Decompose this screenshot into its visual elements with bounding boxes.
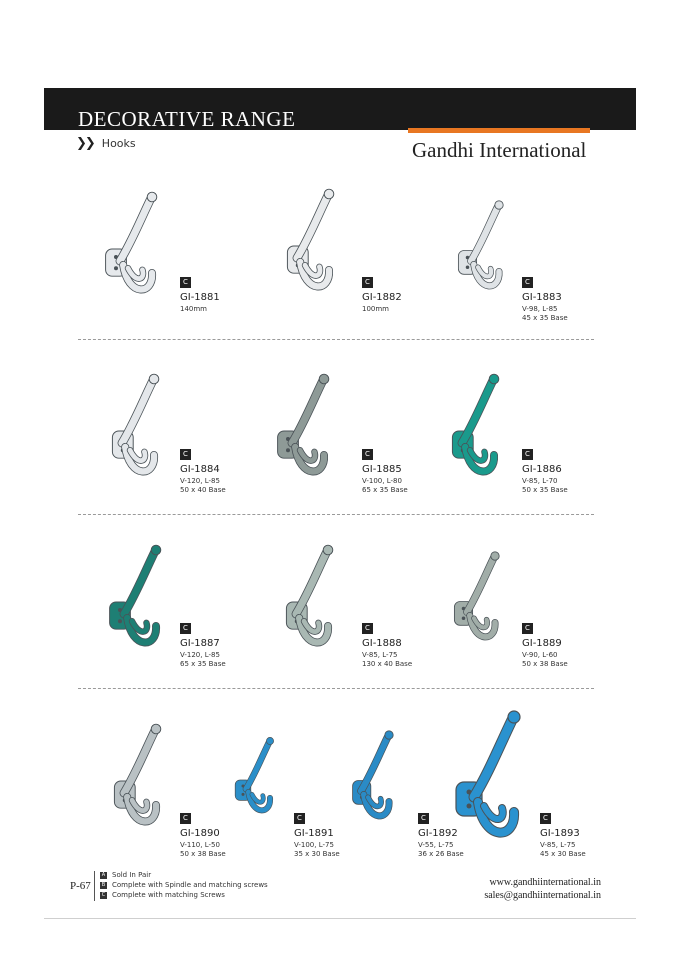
product-image <box>258 182 368 302</box>
legend-badge: A <box>101 871 106 878</box>
legend-badge: B <box>101 881 106 888</box>
product-spec: V-110, L-50 <box>180 841 220 849</box>
product-spec: 50 x 38 Base <box>180 850 226 858</box>
product-spec: 100mm <box>362 305 389 313</box>
contact-block <box>484 876 601 902</box>
email-link[interactable]: sales@gandhiinternational.in <box>484 890 601 901</box>
footer-separator <box>94 871 95 901</box>
fitting-badge: C <box>362 449 373 460</box>
product-spec: V-85, L-75 <box>540 841 576 849</box>
accent-rule <box>408 128 590 133</box>
product-image <box>96 170 176 320</box>
fitting-badge: C <box>362 277 373 288</box>
website-link[interactable]: www.gandhiinternational.in <box>489 877 601 888</box>
fitting-badge: C <box>294 813 305 824</box>
legend-badge: C <box>101 891 106 898</box>
page-number: P-67 <box>70 880 91 892</box>
hook-image <box>272 528 352 668</box>
product-spec: 50 x 35 Base <box>522 486 568 494</box>
section-heading <box>76 136 136 151</box>
page-title: DECORATIVE RANGE <box>78 107 296 131</box>
product-image <box>272 528 352 668</box>
hook-image <box>446 528 516 668</box>
product-code: GI-1888 <box>362 638 402 649</box>
row-divider <box>78 339 594 340</box>
hook-image <box>98 352 178 502</box>
product-code: GI-1881 <box>180 292 220 303</box>
product-spec: V-90, L-60 <box>522 651 558 659</box>
product-code: GI-1890 <box>180 828 220 839</box>
legend-item <box>100 890 268 900</box>
fitting-badge: C <box>180 449 191 460</box>
product-code: GI-1892 <box>418 828 458 839</box>
fitting-badge: C <box>362 623 373 634</box>
product-spec: V-85, L-75 <box>362 651 398 659</box>
product-code: GI-1887 <box>180 638 220 649</box>
fitting-badge: C <box>522 623 533 634</box>
product-spec: 50 x 38 Base <box>522 660 568 668</box>
product-code: GI-1882 <box>362 292 402 303</box>
hook-image <box>258 182 368 302</box>
product-image <box>100 528 180 668</box>
product-spec: V-120, L-85 <box>180 477 220 485</box>
legend-item <box>100 880 268 890</box>
product-image <box>340 702 410 852</box>
product-code: GI-1885 <box>362 464 402 475</box>
row-divider <box>78 688 594 689</box>
product-code: GI-1893 <box>540 828 580 839</box>
section-label: Hooks <box>101 137 136 150</box>
fitting-badge: C <box>522 277 533 288</box>
product-code: GI-1886 <box>522 464 562 475</box>
hook-image <box>228 702 288 852</box>
product-spec: V-55, L-75 <box>418 841 454 849</box>
product-spec: V-100, L-75 <box>294 841 334 849</box>
product-code: GI-1884 <box>180 464 220 475</box>
product-image <box>438 352 518 502</box>
fitting-badge: C <box>180 813 191 824</box>
product-image <box>100 702 180 852</box>
product-spec: V-98, L-85 <box>522 305 558 313</box>
product-spec: 130 x 40 Base <box>362 660 413 668</box>
fitting-badge: C <box>522 449 533 460</box>
hook-image <box>100 702 180 852</box>
hook-image <box>268 352 348 502</box>
product-spec: V-120, L-85 <box>180 651 220 659</box>
hook-image <box>444 702 544 852</box>
hook-image <box>100 528 180 668</box>
product-image <box>446 528 516 668</box>
fitting-badge: C <box>418 813 429 824</box>
fitting-badge: C <box>180 277 191 288</box>
product-image <box>268 352 348 502</box>
product-spec: V-100, L-80 <box>362 477 402 485</box>
hook-image <box>96 170 176 320</box>
product-spec: 65 x 35 Base <box>180 660 226 668</box>
product-code: GI-1883 <box>522 292 562 303</box>
product-image <box>444 702 544 852</box>
product-code: GI-1889 <box>522 638 562 649</box>
hook-image <box>438 352 518 502</box>
product-spec: 50 x 40 Base <box>180 486 226 494</box>
fitting-badge: C <box>180 623 191 634</box>
hook-image <box>450 172 520 322</box>
product-spec: 65 x 35 Base <box>362 486 408 494</box>
product-spec: 45 x 35 Base <box>522 314 568 322</box>
legend-item <box>100 870 268 880</box>
product-spec: 35 x 30 Base <box>294 850 340 858</box>
legend <box>100 870 268 900</box>
fitting-badge: C <box>540 813 551 824</box>
hook-image <box>340 702 410 852</box>
product-image <box>450 172 520 322</box>
product-spec: 45 x 30 Base <box>540 850 586 858</box>
product-spec: V-85, L-70 <box>522 477 558 485</box>
product-image <box>98 352 178 502</box>
product-spec: 36 x 26 Base <box>418 850 464 858</box>
product-spec: 140mm <box>180 305 207 313</box>
product-code: GI-1891 <box>294 828 334 839</box>
product-image <box>228 702 288 852</box>
double-chevron-icon: ❯❯ <box>76 136 94 151</box>
row-divider <box>78 514 594 515</box>
legend-text: Complete with Spindle and matching screws <box>112 881 268 889</box>
legend-text: Complete with matching Screws <box>112 891 225 899</box>
brand-name: Gandhi International <box>412 138 587 162</box>
legend-text: Sold In Pair <box>112 871 152 879</box>
